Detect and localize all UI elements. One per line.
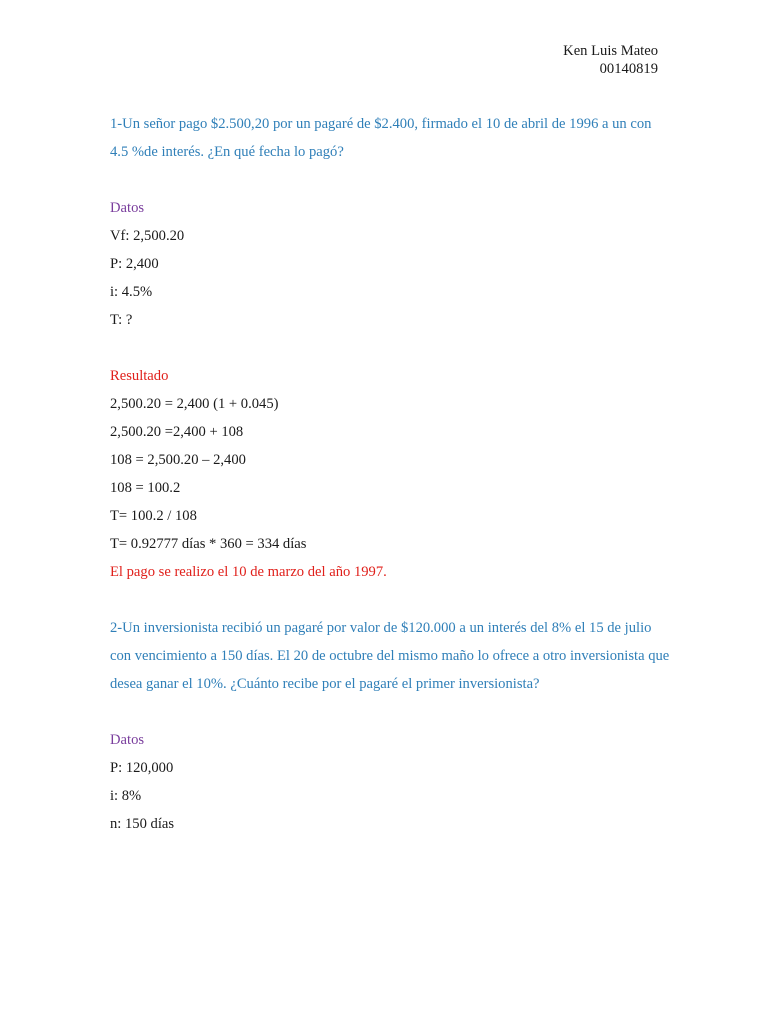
problem1-step: 2,500.20 = 2,400 (1 + 0.045) <box>110 396 279 412</box>
spacer <box>110 698 670 726</box>
problem2-dato: P: 120,000 <box>110 760 174 776</box>
problem2-dato: n: 150 días <box>110 816 175 832</box>
problem2-datos-label: Datos <box>110 732 145 748</box>
problem1-step: 2,500.20 =2,400 + 108 <box>110 424 244 440</box>
problem1-conclusion: El pago se realizo el 10 de marzo del año 1997. <box>110 564 387 580</box>
problem1-datos-label: Datos <box>110 200 145 216</box>
problem1-step: T= 0.92777 días * 360 = 334 días <box>110 536 307 552</box>
author-name: Ken Luis Mateo <box>563 43 658 59</box>
problem1-step: 108 = 2,500.20 – 2,400 <box>110 452 246 468</box>
problem1-question: 1-Un señor pago $2.500,20 por un pagaré de $2.400, firmado el 10 de abril de 1996 a un con 4.5 %de interés. ¿En qué fecha lo pagó? <box>110 116 652 160</box>
problem1-resultado-label: Resultado <box>110 368 169 384</box>
problem1-step: T= 100.2 / 108 <box>110 508 197 524</box>
spacer <box>110 586 670 614</box>
problem2-dato: i: 8% <box>110 788 142 804</box>
problem1-dato: T: ? <box>110 312 133 328</box>
problem1-step: 108 = 100.2 <box>110 480 181 496</box>
spacer <box>110 166 670 194</box>
author-block <box>563 42 658 78</box>
problem1-dato: Vf: 2,500.20 <box>110 228 185 244</box>
problem2-question: 2-Un inversionista recibió un pagaré por valor de $120.000 a un interés del 8% el 15 de julio con vencimiento a 150 días. El 20 de octubre del mismo maño lo ofrece a otro inversionista que desea ganar el 10%. ¿Cuánto recibe por el pagaré el primer inversionista? <box>110 620 670 692</box>
spacer <box>110 334 670 362</box>
author-id: 00140819 <box>599 61 658 77</box>
problem1-dato: P: 2,400 <box>110 256 159 272</box>
document-body <box>110 110 670 838</box>
problem1-dato: i: 4.5% <box>110 284 153 300</box>
